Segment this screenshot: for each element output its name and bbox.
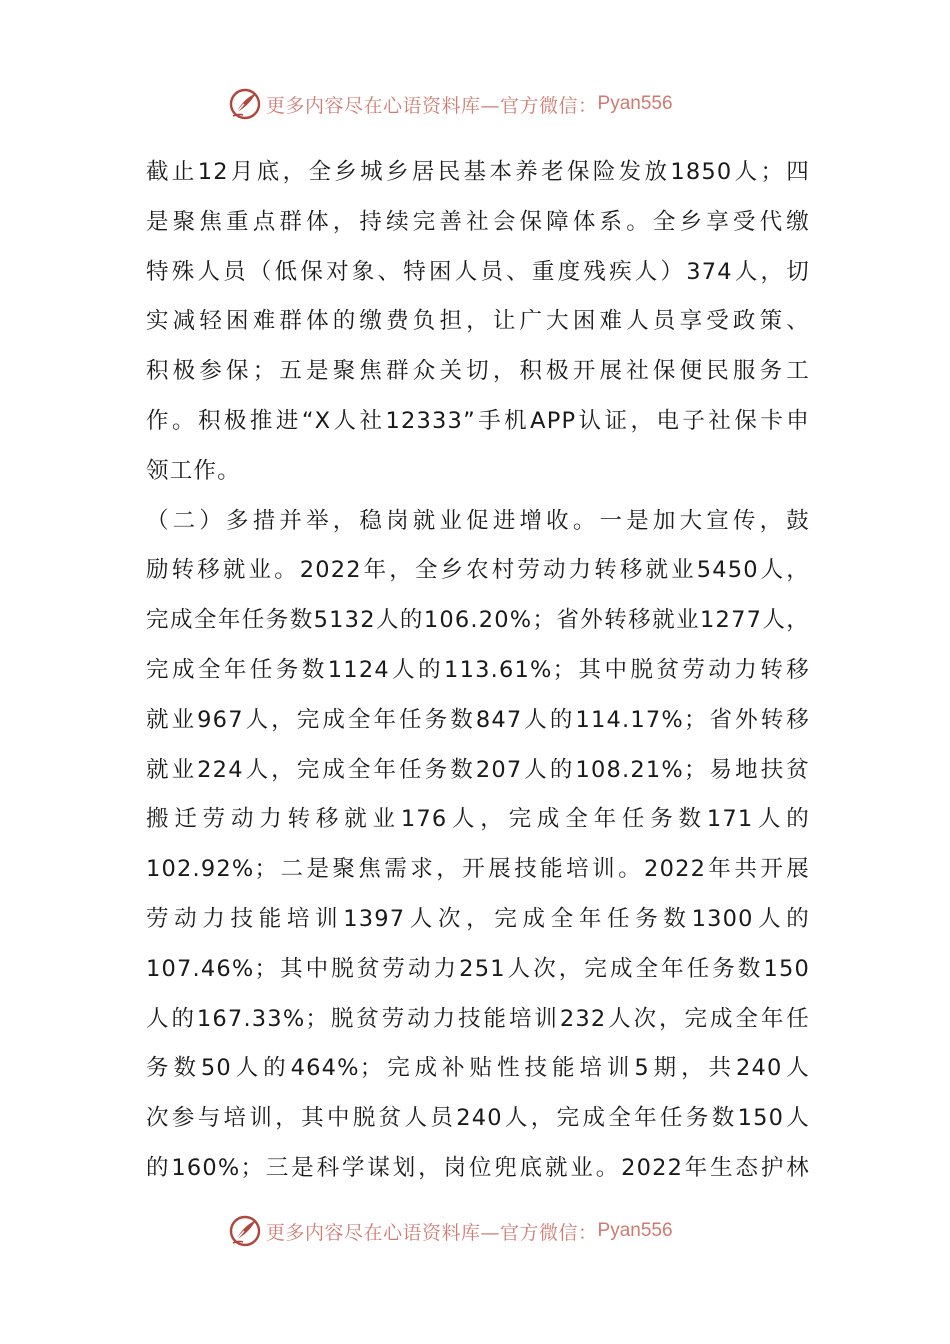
text-line: 积极参保；五是聚焦群众关切，积极开展社保便民服务工 [146, 358, 810, 385]
watermark-handle: Pyan556 [597, 1220, 673, 1241]
quill-logo-icon [228, 1214, 262, 1248]
text-line: 完成全年任务数1124人的113.61%；其中脱贫劳动力转移 [146, 656, 810, 683]
text-line: 102.92%；二是聚焦需求，开展技能培训。2022年共开展 [146, 856, 810, 883]
text-line: 是聚焦重点群体，持续完善社会保障体系。全乡享受代缴 [146, 208, 810, 235]
text-line: 的160%；三是科学谋划，岗位兜底就业。2022年生态护林 [146, 1154, 810, 1181]
text-line: 搬迁劳动力转移就业176人，完成全年任务数171人的 [146, 806, 810, 833]
text-line: 劳动力技能培训1397人次，完成全年任务数1300人的 [146, 905, 810, 932]
text-line: 务数50人的464%；完成补贴性技能培训5期，共240人 [146, 1055, 810, 1082]
text-line: 就业224人，完成全年任务数207人的108.21%；易地扶贫 [146, 756, 810, 783]
text-line: （二）多措并举，稳岗就业促进增收。一是加大宣传，鼓 [146, 507, 810, 534]
text-line: 107.46%；其中脱贫劳动力251人次，完成全年任务数150 [146, 955, 810, 982]
text-line: 特殊人员（低保对象、特困人员、重度残疾人）374人，切 [146, 258, 810, 285]
text-line: 领工作。 [146, 457, 241, 484]
watermark-banner-top [228, 84, 673, 124]
watermark-text: 更多内容尽在心语资料库—官方微信： [266, 94, 598, 117]
text-line: 作。积极推进“X人社12333”手机APP认证，电子社保卡申 [146, 407, 810, 434]
text-line: 次参与培训，其中脱贫人员240人，完成全年任务数150人 [146, 1105, 810, 1132]
text-line: 实减轻困难群体的缴费负担，让广大困难人员享受政策、 [146, 308, 810, 335]
text-line: 截止12月底，全乡城乡居民基本养老保险发放1850人；四 [146, 159, 810, 185]
text-line: 励转移就业。2022年，全乡农村劳动力转移就业5450人， [146, 557, 810, 584]
document-body [146, 148, 810, 1194]
watermark-text: 更多内容尽在心语资料库—官方微信： [266, 1221, 598, 1244]
text-line: 就业967人，完成全年任务数847人的114.17%；省外转移 [146, 706, 810, 733]
text-line: 人的167.33%；脱贫劳动力技能培训232人次，完成全年任 [146, 1005, 810, 1032]
watermark-handle: Pyan556 [597, 93, 673, 114]
quill-logo-icon [228, 87, 262, 121]
text-line: 完成全年任务数5132人的106.20%；省外转移就业1277人， [146, 607, 810, 634]
watermark-banner-bottom [228, 1211, 673, 1251]
